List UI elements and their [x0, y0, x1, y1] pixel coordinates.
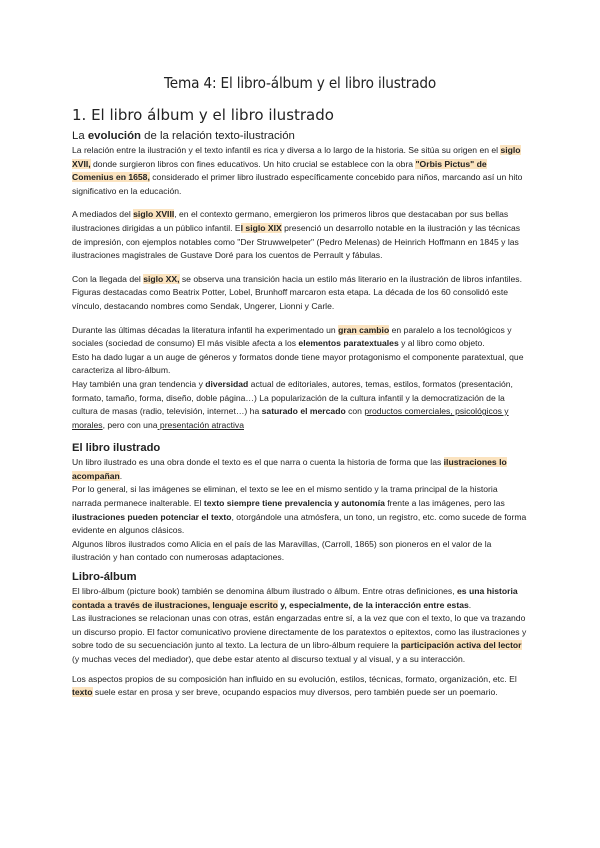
underlined-text: productos comerciales, psicológicos y morales	[72, 406, 509, 430]
highlight-text: contada a través de ilustraciones, lenguaje escrito	[72, 599, 278, 610]
highlight-text: siglo XVIII	[133, 209, 175, 220]
bold-text: diversidad	[205, 378, 249, 389]
highlight-text: siglo XVII,	[72, 145, 521, 169]
text-run: suele estar en prosa y ser breve, ocupando espacios muy diversos, pero también puede ser un poemario.	[92, 687, 498, 698]
subsection-heading-evolucion	[72, 130, 528, 142]
paragraph-ilustrado-2	[72, 483, 528, 537]
text-run: .	[119, 470, 123, 481]
paragraph-evolucion-5: Esto ha dado lugar a un auge de géneros y formatos donde tiene mayor protagonismo el componente paratextual, que caracteriza al libro-álbum.	[72, 351, 524, 376]
page-title: Tema 4: El libro-álbum y el libro ilustrado	[163, 74, 437, 92]
subsection-heading-album: Libro-álbum	[72, 571, 137, 584]
bold-text: texto siempre tiene prevalencia y autonomía	[203, 498, 385, 509]
heading-bold-text: evolución	[87, 130, 142, 142]
text-run: frente a las imágenes, pero las	[384, 498, 505, 509]
paragraph-album-3	[72, 673, 528, 700]
bold-text: ilustraciones pueden potenciar el texto	[72, 511, 232, 522]
text-run: A mediados del	[72, 209, 134, 220]
text-run: , pero con una	[102, 419, 158, 430]
text-run: con	[345, 406, 365, 417]
text-run: .	[468, 599, 472, 610]
highlight-text: l siglo XIX	[240, 222, 282, 233]
paragraph-ilustrado-3: Algunos libros ilustrados como Alicia en el país de las Maravillas, (Carroll, 1865) son pioneros en el valor de la ilustración y han contado con numerosas adaptaciones.	[72, 538, 492, 563]
text-run: Hay también una gran tendencia y	[72, 378, 206, 389]
paragraph-evolucion-3	[72, 273, 528, 314]
highlight-text: gran cambio	[338, 324, 390, 335]
heading-text: La	[72, 130, 88, 142]
text-run: , otorgándole una atmósfera, un tono, un registro, etc. como sucede de forma evidente en algunos clásicos.	[72, 511, 527, 536]
text-run: Un libro ilustrado es una obra donde el texto es el que narra o cuenta la historia de forma que las	[72, 457, 444, 468]
text-run: en paralelo a los tecnológicos y sociales (sociedad de consumo) El más visible afecta a los	[72, 324, 512, 349]
paragraph-album-1	[72, 585, 528, 612]
paragraph-evolucion-6	[72, 378, 528, 432]
text-run: Los aspectos propios de su composición han influido en su evolución, estilos, técnicas, formato, organización, etc. El	[72, 673, 517, 684]
text-run: y al libro como objeto.	[398, 338, 485, 349]
text-run: considerado el primer libro ilustrado específicamente concebido para niños, marcando así un hito significativo en la educación.	[72, 172, 523, 196]
text-run: (y muchas veces del mediador), que debe estar atento al discurso textual y al visual, y a su interacción.	[72, 654, 466, 664]
text-run: La relación entre la ilustración y el texto infantil es rica y diversa a lo largo de la historia. Se sitúa su origen en el	[72, 145, 501, 155]
text-run: Por lo general, si las imágenes se eliminan, el texto se lee en el mismo sentido y la trama principal de la historia narrada permanece inalterable. El	[72, 484, 498, 509]
paragraph-evolucion-2	[72, 208, 528, 262]
bold-text: saturado el mercado	[261, 406, 346, 417]
text-run: , en el contexto germano, emergieron los primeros libros que destacaban por sus bellas ilustraciones dirigidas a un público infantil. E	[72, 209, 509, 233]
text-run: Las ilustraciones se relacionan unas con otras, están engarzadas entre sí, a la vez que con el texto, lo que va trazando un discurso propio. El factor comunicativo proviene directamente de los paratextos o epitextos, como las ilustraciones y sobre todo de su secuenciación junto al texto. La lectura de un libro-álbum requiere la	[72, 613, 527, 651]
bold-text: elementos paratextuales	[298, 338, 399, 349]
paragraph-album-2	[72, 612, 528, 666]
underlined-text: presentación atractiva	[157, 419, 244, 430]
heading-text: de la relación texto-ilustración	[141, 130, 295, 142]
text-run: actual de editoriales, autores, temas, estilos, formatos (presentación, formato, tamaño, forma, diseño, doble página…) La popularización de la cultura infantil y la democratización de la cultura de masas (radio, televisión, internet…) ha	[72, 378, 513, 417]
text-run: El libro-álbum (picture book) también se denomina álbum ilustrado o álbum. Entre otras definiciones,	[72, 586, 458, 597]
text-run: Con la llegada del	[72, 273, 144, 284]
highlight-text: "Orbis Pictus" de Comenius en 1658,	[72, 158, 487, 183]
bold-text: es una historia	[457, 586, 518, 597]
text-run: presenció un desarrollo notable en la ilustración y las técnicas de impresión, con ejemplos notables como "Der Struwwelpeter" (Pedro Melenas) de Heinrich Hoffmann en 1845 y las ilustraciones magistrales de Gustave Doré para los cuentos de Perrault y fábulas.	[72, 222, 521, 261]
bold-text: y, especialmente, de la interacción entre estas	[277, 599, 469, 610]
highlight-text: texto	[72, 687, 93, 698]
section-heading: 1. El libro álbum y el libro ilustrado	[72, 106, 334, 124]
paragraph-evolucion-4	[72, 324, 528, 351]
text-run: se observa una transición hacia un estilo más literario en la ilustración de libros infantiles. Figuras destacadas como Beatrix Potter, Lobel, Brunhoff marcaron esta etapa. La década de los 60 consolidó este vínculo, destacando nombres como Sendak, Ungerer, Lionni y Carle.	[72, 273, 522, 311]
paragraph-ilustrado-1	[72, 456, 528, 483]
text-run: donde surgieron libros con fines educativos. Un hito crucial se establece con la obra	[90, 158, 416, 169]
paragraph-evolucion-1	[72, 144, 528, 198]
text-run: Durante las últimas décadas la literatura infantil ha experimentado un	[72, 324, 339, 335]
highlight-text: siglo XX,	[143, 273, 180, 284]
highlight-text: ilustraciones lo acompañan	[72, 457, 507, 481]
subsection-heading-ilustrado: El libro ilustrado	[72, 442, 161, 455]
highlight-text: participación activa del lector	[400, 640, 522, 651]
